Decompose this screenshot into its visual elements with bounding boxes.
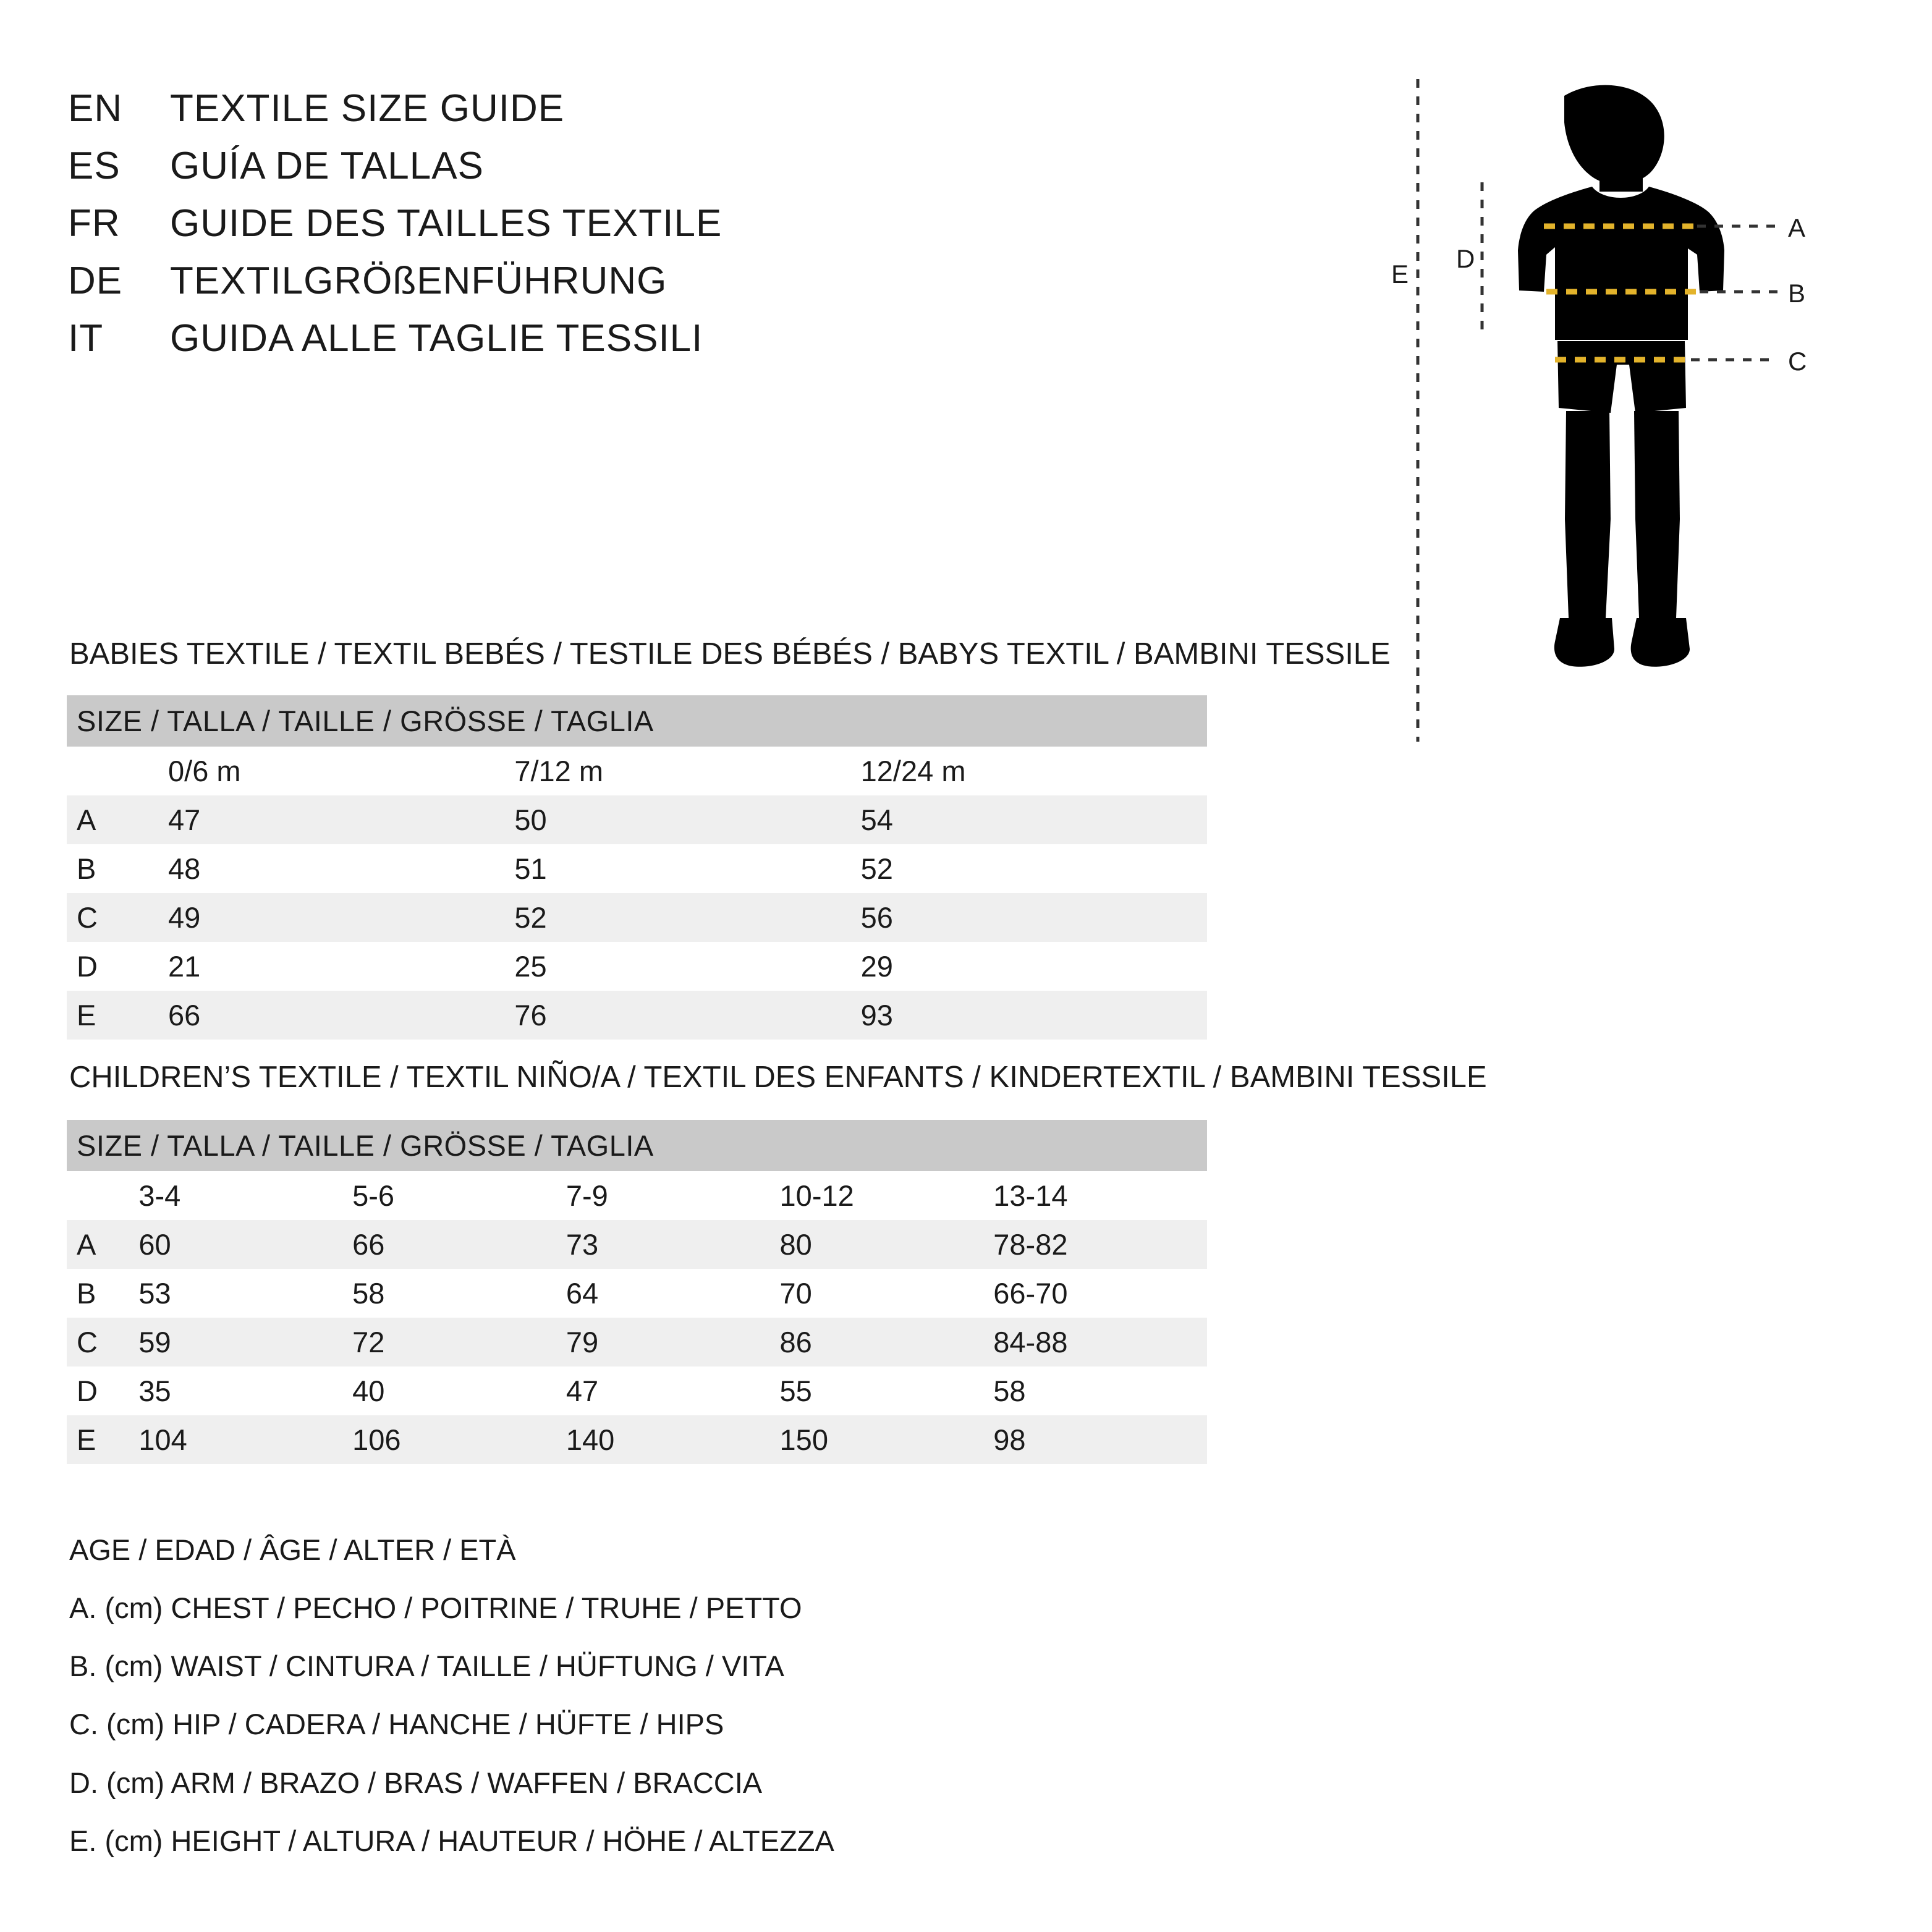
spacer-cell [67,1171,138,1220]
title-text-es: GUÍA DE TALLAS [170,145,484,187]
children-col-3: 10-12 [779,1179,854,1212]
title-row-de [68,259,1119,303]
figure-label-a: A [1788,213,1806,242]
babies-size-table [67,695,1207,1040]
babies-row-label-d: D [77,950,98,983]
figure-label-c: C [1788,347,1807,376]
legend-arm: D. (cm) ARM / BRAZO / BRAS / WAFFEN / BRACCIA [69,1766,763,1799]
children-e-0: 104 [138,1415,352,1464]
legend-height: E. (cm) HEIGHT / ALTURA / HAUTEUR / HÖHE / ALTEZZA [69,1824,834,1857]
babies-e-0: 66 [168,991,514,1040]
children-section-heading: CHILDREN’S TEXTILE / TEXTIL NIÑO/A / TEXTIL DES ENFANTS / KINDERTEXTIL / BAMBINI TESSILE [69,1061,1487,1094]
babies-a-2: 54 [861,795,1207,844]
babies-c-1: 52 [514,893,860,942]
child-silhouette [1518,85,1724,667]
babies-d-2: 29 [860,950,893,983]
babies-row-label-b: B [77,852,96,885]
table-header-row [67,1120,1207,1171]
children-b-3: 70 [779,1277,812,1310]
title-lang-es: ES [68,145,121,187]
babies-b-1: 51 [514,852,547,885]
children-b-4: 66-70 [993,1277,1068,1310]
table-row [67,1415,1207,1464]
children-e-2: 140 [566,1415,780,1464]
children-col-1: 5-6 [352,1179,395,1212]
babies-e-2: 93 [861,991,1207,1040]
children-a-1: 66 [352,1220,566,1269]
children-row-label-d: D [77,1375,98,1407]
table-row [67,1366,1207,1415]
children-d-1: 40 [352,1375,385,1407]
children-row-label-c: C [67,1318,138,1366]
babies-row-label-a: A [67,795,168,844]
table-row [67,1220,1207,1269]
title-lang-fr: FR [68,202,121,245]
children-b-1: 58 [352,1277,385,1310]
title-text-de: TEXTILGRÖßENFÜHRUNG [170,260,667,302]
children-a-3: 80 [780,1220,994,1269]
children-d-0: 35 [138,1375,171,1407]
title-text-en: TEXTILE SIZE GUIDE [170,87,565,130]
babies-a-0: 47 [168,795,514,844]
table-row [67,893,1207,942]
children-e-1: 106 [352,1415,566,1464]
children-row-label-b: B [77,1277,96,1310]
table-row [67,942,1207,991]
babies-section-heading: BABIES TEXTILE / TEXTIL BEBÉS / TESTILE DES BÉBÉS / BABYS TEXTIL / BAMBINI TESSILE [69,637,1391,671]
babies-row-label-c: C [67,893,168,942]
babies-d-0: 21 [168,950,201,983]
children-d-3: 55 [779,1375,812,1407]
title-lang-en: EN [68,87,123,130]
title-row-fr [68,201,1119,245]
children-col-2: 7-9 [566,1179,608,1212]
figure-label-d: D [1456,244,1475,273]
children-d-2: 47 [566,1375,599,1407]
babies-d-1: 25 [514,950,547,983]
table-column-row [67,1171,1207,1220]
legend-chest: A. (cm) CHEST / PECHO / POITRINE / TRUHE / PETTO [69,1591,802,1625]
table-row [67,795,1207,844]
children-col-4: 13-14 [993,1179,1068,1212]
children-e-4: 98 [993,1415,1207,1464]
table-row [67,991,1207,1040]
children-row-label-e: E [67,1415,138,1464]
figure-label-e: E [1391,260,1409,289]
children-a-0: 60 [138,1220,352,1269]
children-d-4: 58 [993,1375,1026,1407]
title-row-en [68,87,1119,130]
title-lang-de: DE [68,260,123,302]
measurement-diagram [1391,74,1839,773]
figure-label-b: B [1788,279,1806,308]
table-row [67,844,1207,893]
children-a-2: 73 [566,1220,780,1269]
legend-age: AGE / EDAD / ÂGE / ALTER / ETÀ [69,1533,516,1566]
children-row-label-a: A [67,1220,138,1269]
table-row [67,1269,1207,1318]
children-c-0: 59 [138,1318,352,1366]
babies-row-label-e: E [67,991,168,1040]
children-e-3: 150 [780,1415,994,1464]
children-b-2: 64 [566,1277,599,1310]
children-c-2: 79 [566,1318,780,1366]
spacer-cell [67,747,168,795]
title-lang-it: IT [68,317,104,360]
legend-waist: B. (cm) WAIST / CINTURA / TAILLE / HÜFTUNG / VITA [69,1650,784,1683]
title-row-es [68,144,1119,188]
table-header-row [67,695,1207,747]
children-size-table [67,1120,1207,1464]
babies-b-2: 52 [860,852,893,885]
babies-a-1: 50 [514,795,860,844]
babies-col-1: 7/12 m [514,755,604,787]
title-text-fr: GUIDE DES TAILLES TEXTILE [170,202,722,245]
babies-size-header: SIZE / TALLA / TAILLE / GRÖSSE / TAGLIA [67,695,1207,747]
babies-e-1: 76 [514,991,860,1040]
children-c-1: 72 [352,1318,566,1366]
table-column-row [67,747,1207,795]
babies-c-2: 56 [861,893,1207,942]
children-c-3: 86 [780,1318,994,1366]
children-col-0: 3-4 [138,1179,181,1212]
babies-c-0: 49 [168,893,514,942]
title-row-it [68,316,1119,360]
children-b-0: 53 [138,1277,171,1310]
table-row [67,1318,1207,1366]
title-text-it: GUIDA ALLE TAGLIE TESSILI [170,317,703,360]
babies-col-0: 0/6 m [168,755,241,787]
children-a-4: 78-82 [993,1220,1207,1269]
legend-hip: C. (cm) HIP / CADERA / HANCHE / HÜFTE / HIPS [69,1708,724,1741]
babies-col-2: 12/24 m [860,755,966,787]
title-block [68,87,1119,374]
children-c-4: 84-88 [993,1318,1207,1366]
measurement-legend [69,1527,834,1876]
babies-b-0: 48 [168,852,201,885]
children-size-header: SIZE / TALLA / TAILLE / GRÖSSE / TAGLIA [67,1120,1207,1171]
